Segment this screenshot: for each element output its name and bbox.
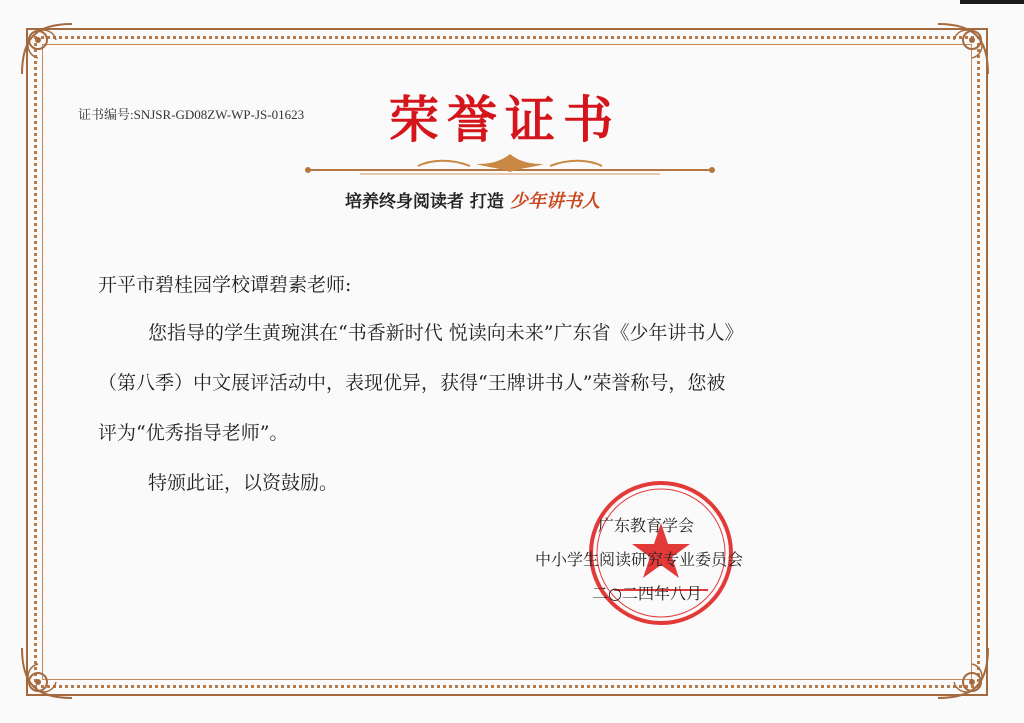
- issuer-line-1: 广东教育学会: [598, 516, 695, 535]
- certificate-number: [78, 104, 304, 123]
- issuer-line-2: 中小学生阅读研究专业委员会: [535, 550, 744, 569]
- body-line-2: （第八季）中文展评活动中，表现优异，获得“王牌讲书人”荣誉称号，您被: [98, 372, 726, 394]
- issue-date: 二○二四年八月: [592, 584, 702, 603]
- closing-line: 特颁此证，以资鼓励。: [148, 472, 339, 494]
- slogan-brand: 少年讲书人: [509, 191, 600, 212]
- slogan-main: 培养终身阅读者 打造: [345, 192, 504, 212]
- corner-ornament-icon: [16, 642, 78, 704]
- certificate-number-value: SNJSR-GD08ZW-WP-JS-01623: [133, 107, 305, 122]
- title-divider-ornament-icon: [300, 150, 720, 180]
- corner-ornament-icon: [932, 18, 994, 80]
- corner-ornament-icon: [932, 642, 994, 704]
- corner-ornament-icon: [16, 18, 78, 80]
- body-line-1: 您指导的学生黄琬淇在“书香新时代 悦读向未来”广东省《少年讲书人》: [148, 322, 744, 344]
- body-line-3: 评为“优秀指导老师”。: [98, 422, 289, 444]
- certificate-number-label: 证书编号:: [78, 107, 134, 122]
- recipient-line: 开平市碧桂园学校谭碧素老师:: [98, 274, 352, 296]
- slogan: [345, 187, 600, 213]
- certificate-title: 荣誉证书: [389, 90, 621, 149]
- scan-edge: [960, 0, 1024, 4]
